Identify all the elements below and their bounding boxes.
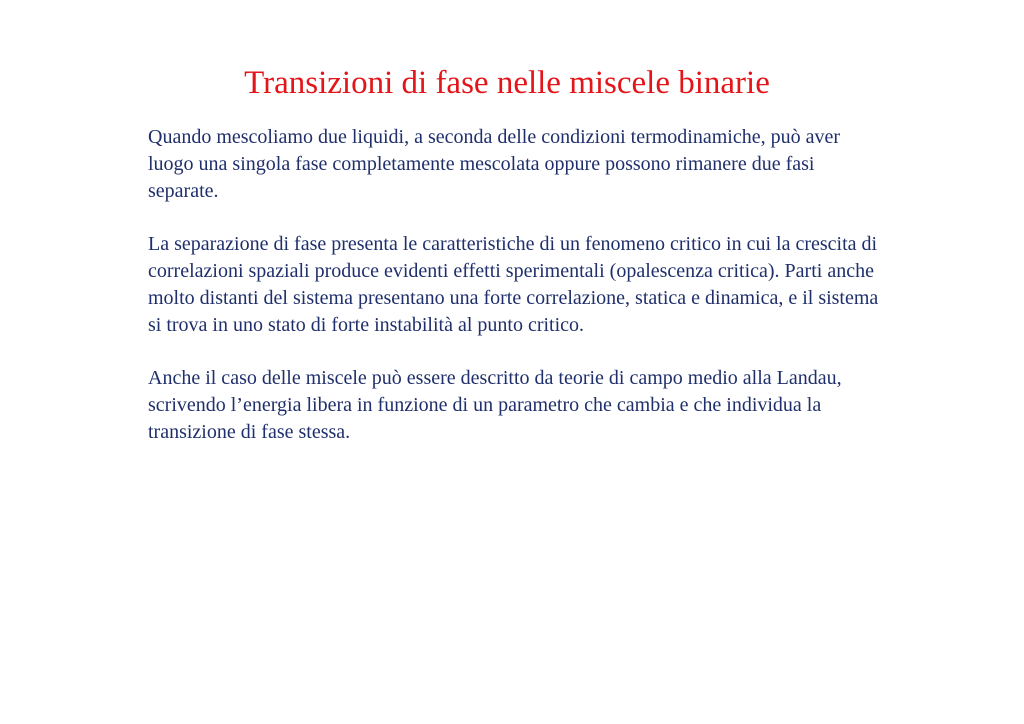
paragraph-critical-phenomenon: La separazione di fase presenta le caratteristiche di un fenomeno critico in cui la crescita di correlazioni spaziali produce evidenti effetti sperimentali (opalescenza critica). Parti anche molto distanti del sistema presentano una forte correlazione, statica e dinamica, e il sistema si trova in uno stato di forte instabilità al punto critico. [148, 233, 879, 336]
slide-title: Transizioni di fase nelle miscele binarie [244, 65, 770, 101]
paragraph-phase-mixing: Quando mescoliamo due liquidi, a seconda delle condizioni termodinamiche, può aver luogo una singola fase completamente mescolata oppure possono rimanere due fasi separate. [148, 126, 841, 202]
slide-body [148, 124, 888, 472]
paragraph-mean-field-theory: Anche il caso delle miscele può essere descritto da teorie di campo medio alla Landau, scrivendo l’energia libera in funzione di un parametro che cambia e che individua la transizione di fase stessa. [148, 367, 842, 443]
